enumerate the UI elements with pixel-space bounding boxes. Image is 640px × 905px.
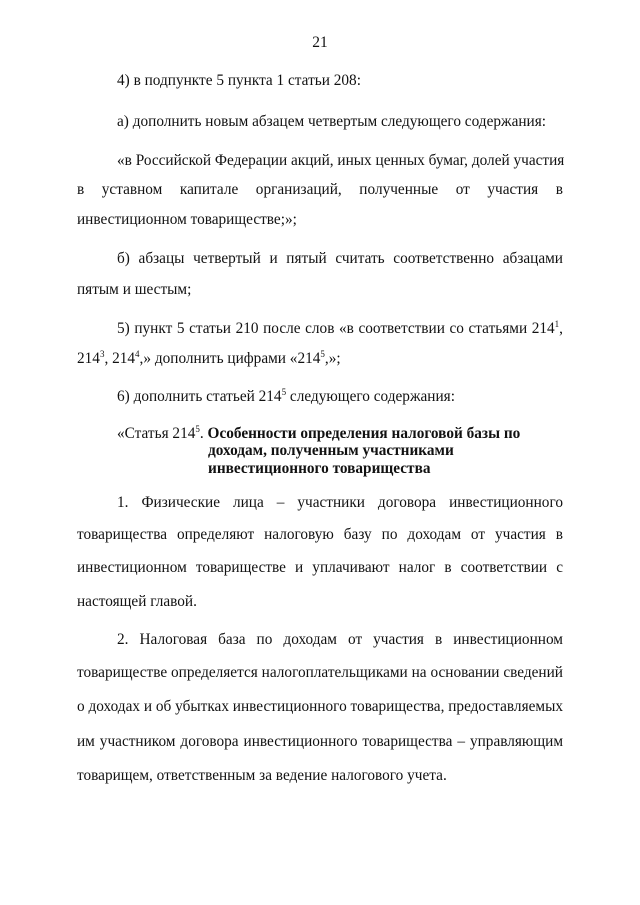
section-1-line-4: настоящей главой. bbox=[77, 593, 197, 610]
text-run: 6) дополнить статьей 214 bbox=[117, 388, 282, 405]
section-1-line-3: инвестиционном товариществе и уплачивают налог в соответствии с bbox=[77, 559, 563, 576]
section-1-line-1: 1. Физические лица – участники договора инвестиционного bbox=[117, 494, 563, 511]
superscript: 5 bbox=[281, 387, 287, 397]
superscript: 3 bbox=[99, 349, 105, 359]
paragraph-item-5-line-1 bbox=[117, 320, 563, 339]
text-run: следующего содержания: bbox=[286, 388, 455, 405]
paragraph-item-4: 4) в подпункте 5 пункта 1 статьи 208: bbox=[117, 72, 361, 89]
article-title-line-3: инвестиционного товарищества bbox=[208, 460, 431, 477]
superscript: 1 bbox=[554, 319, 560, 329]
text-run: 214 bbox=[77, 350, 100, 367]
section-1-line-2: товарищества определяют налоговую базу по доходам от участия в bbox=[77, 526, 563, 543]
paragraph-item-5-line-2 bbox=[77, 350, 563, 369]
paragraph-item-b-line-2: пятым и шестым; bbox=[77, 281, 192, 298]
superscript: 4 bbox=[135, 349, 140, 359]
paragraph-item-b-line-1: б) абзацы четвертый и пятый считать соответственно абзацами bbox=[117, 250, 563, 267]
quote-line-1: «в Российской Федерации акций, иных ценных бумаг, долей участия bbox=[117, 152, 565, 169]
section-2-line-3: о доходах и об убытках инвестиционного товарищества, предоставляемых bbox=[77, 698, 563, 715]
superscript: 5 bbox=[195, 424, 200, 434]
quote-line-2: в уставном капитале организаций, полученные от участия в bbox=[77, 181, 563, 198]
text-run: ,» дополнить цифрами «214 bbox=[139, 350, 321, 367]
text-run: ,»; bbox=[324, 350, 341, 367]
paragraph-item-a: а) дополнить новым абзацем четвертым следующего содержания: bbox=[117, 113, 547, 130]
text-run: 5) пункт 5 статьи 210 после слов «в соответствии со статьями 214 bbox=[117, 320, 555, 337]
article-title: Особенности определения налоговой базы по bbox=[207, 425, 521, 442]
section-2-line-4: им участником договора инвестиционного товарищества – управляющим bbox=[77, 733, 563, 750]
article-dot: . bbox=[199, 425, 208, 442]
section-2-line-5: товарищем, ответственным за ведение налогового учета. bbox=[77, 767, 447, 784]
superscript: 5 bbox=[320, 349, 325, 359]
section-2-line-1: 2. Налоговая база по доходам от участия в инвестиционном bbox=[117, 631, 563, 648]
text-run: , 214 bbox=[104, 350, 136, 367]
quote-line-3: инвестиционном товариществе;»; bbox=[77, 211, 297, 228]
text-run: , bbox=[559, 320, 563, 337]
page-number: 21 bbox=[312, 34, 328, 51]
paragraph-item-6 bbox=[117, 388, 563, 407]
article-prefix: «Статья 214 bbox=[117, 425, 196, 442]
article-title-line-2: доходам, полученным участниками bbox=[208, 442, 454, 459]
section-2-line-2: товариществе определяется налогоплательщиками на основании сведений bbox=[77, 664, 563, 681]
